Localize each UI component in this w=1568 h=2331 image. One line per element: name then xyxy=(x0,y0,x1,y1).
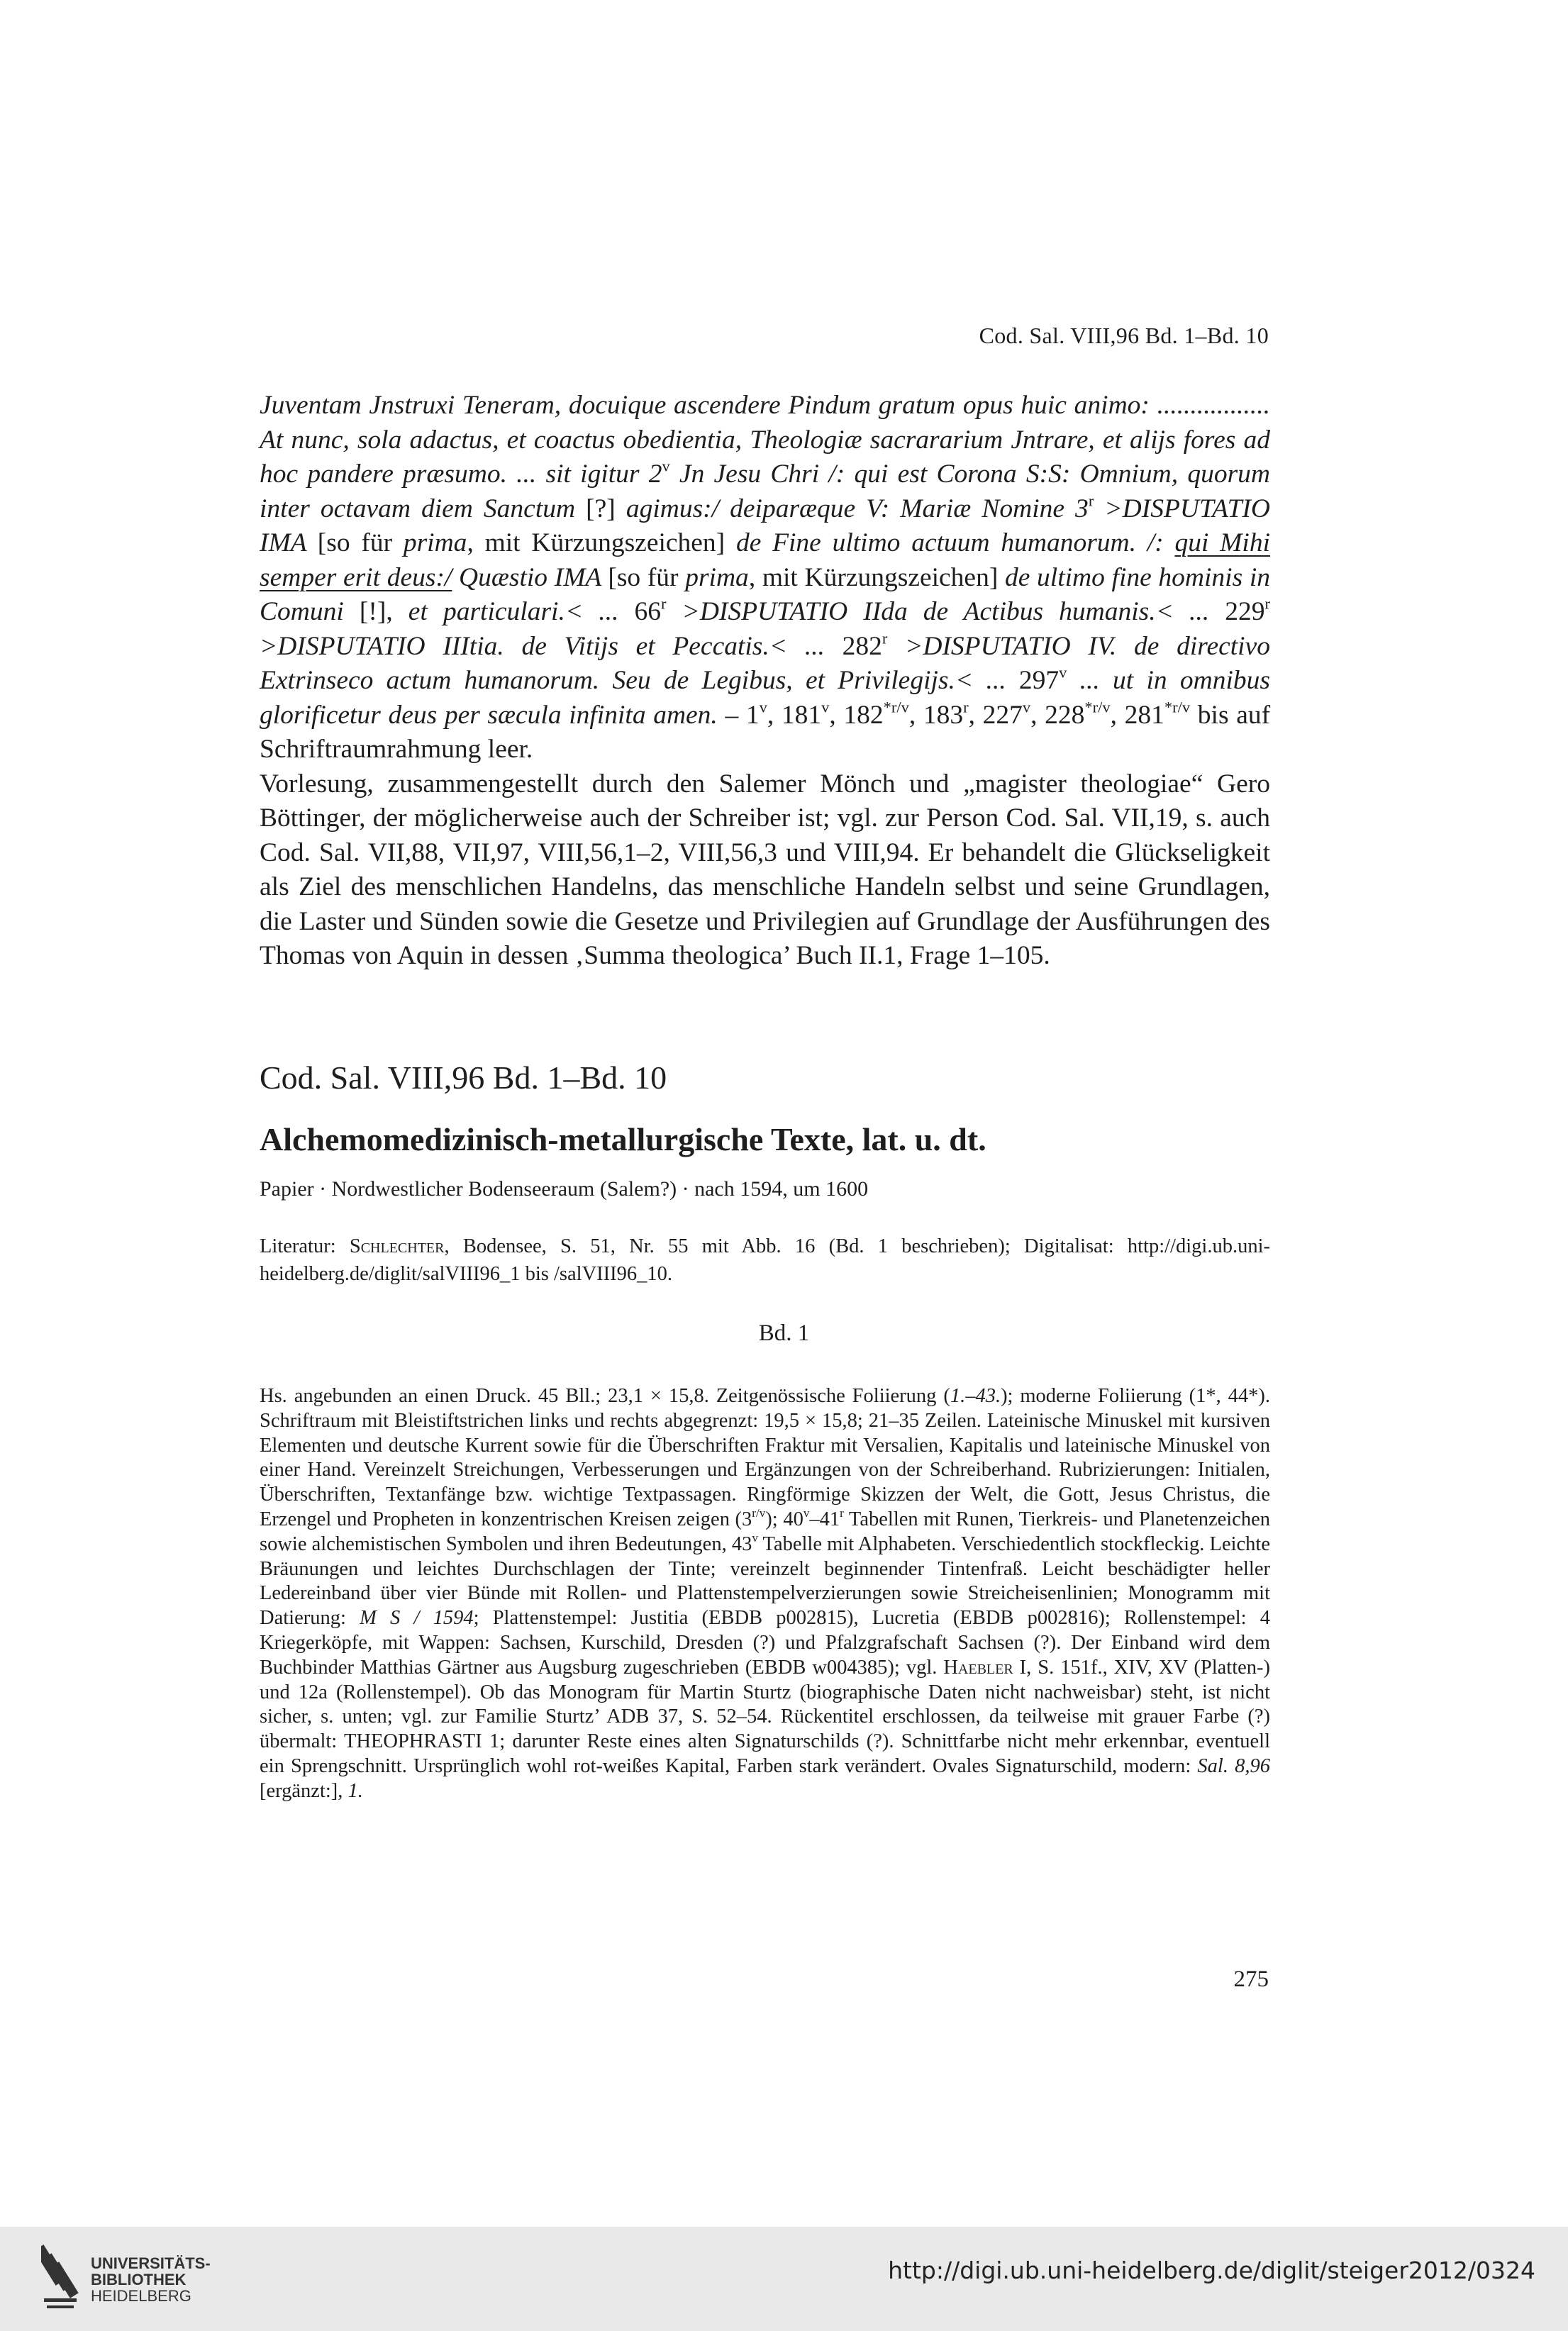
text-segment: [so für xyxy=(317,528,404,557)
text-segment: , mit Kürzungszeichen] xyxy=(467,528,736,557)
text-segment: 282 xyxy=(842,631,882,661)
running-head: Cod. Sal. VIII,96 Bd. 1–Bd. 10 xyxy=(979,323,1269,348)
text-segment: >DISPUTATIO IIda de Actibus humanis.< ... xyxy=(666,597,1225,626)
text-segment: r xyxy=(882,628,888,647)
text-segment: Sal. 8,96 xyxy=(1197,1754,1270,1777)
text-segment: , 181 xyxy=(767,700,822,730)
text-segment: Juventam Jnstruxi Teneram, docuique ascendere Pindum gratum opus huic animo: ................. At nunc, sola adactus, et coactus obedientia, Theologiæ sacrararium Jntrare, et alijs fores ad hoc pandere præsumo. ... sit igitur 2 xyxy=(260,391,1270,489)
text-segment: ); moderne Foliierung (1*, 44*). Schriftraum mit Bleistiftstrichen links und rechts abgegrenzt: 19,5 × 15,8; 21–35 Zeilen. Lateinische Minuskel mit kursiven Elementen und deutsche Kurrent sowie für die Überschriften Fraktur mit Versalien, Kapitalis und lateinische Minuskel von einer Hand. Vereinzelt Streichungen, Verbesserungen und Ergänzungen von der Schreiberhand. Rubrizierungen: Initialen, Überschriften, Textanfänge bzw. wichtige Textpassagen. Ringförmige Skizzen der Welt, die Gott, Jesus Christus, die Erzengel und Propheten in konzentrischen Kreisen zeigen (3 xyxy=(260,1385,1270,1530)
text-segment: >DISPUTATIO IMA xyxy=(260,494,1270,557)
text-segment: , 228 xyxy=(1030,700,1085,730)
text-segment: Haebler xyxy=(943,1656,1013,1679)
text-segment: Schlechter xyxy=(349,1235,445,1257)
text-segment: [ergänzt:], xyxy=(260,1779,348,1802)
text-segment: Jn Jesu Chri /: qui est Corona S:S: Omnium, quorum inter octavam diem Sanctum xyxy=(260,460,1271,523)
text-segment: agimus:/ deiparæque V: Mariæ Nomine 3 xyxy=(625,494,1089,523)
text-segment: [?] xyxy=(586,494,626,523)
text-segment: ; Plattenstempel: Justitia (EBDB p002815), Lucretia (EBDB p002816); Rollenstempel: 4 Kriegerköpfe, mit Wappen: Sachsen, Kurschild, Dresden (?) und Pfalzgrafschaft Sachsen (?). Der Einband wird dem Buchbinder Matthias Gärtner aus Augsburg zugeschrieben (EBDB w004385); vgl. xyxy=(260,1607,1270,1679)
entry-meta: Papier · Nordwestlicher Bodenseeraum (Salem?) · nach 1594, um 1600 xyxy=(260,1177,869,1201)
library-logo-text xyxy=(91,2255,211,2304)
text-segment: et particulari.< ... xyxy=(408,597,635,626)
text-segment: M S / 1594 xyxy=(360,1607,474,1630)
literature-note xyxy=(260,1233,1270,1288)
text-segment: 1.–43. xyxy=(950,1385,1001,1407)
text-segment: v xyxy=(752,1530,758,1545)
incipit-paragraph xyxy=(260,389,1270,767)
text-segment: v xyxy=(803,1506,810,1520)
entry-subtitle: Alchemomedizinisch-metallurgische Texte, lat. u. dt. xyxy=(260,1121,986,1157)
logo-line-1: UNIVERSITÄTS- xyxy=(91,2254,211,2272)
text-segment: I, S. 151f., XIV, XV (Platten-) und 12a (Rollenstempel). Ob das Monogram für Martin Sturtz (biographische Daten nicht nachweisbar) steht, ist nicht sicher, s. unten; vgl. zur Familie Sturtz’ ADB 37, S. 52–54. Rückentitel erschlossen, da teilweise mit grauer Farbe (?) übermalt: THEOPHRASTI 1; darunter Reste eines alten Signaturschilds (?). Schnittfarbe nicht mehr erkennbar, eventuell ein Sprengschnitt. Ursprünglich wohl rot-weißes Kapital, Farben stark verändert. Ovales Signaturschild, modern: xyxy=(260,1656,1270,1777)
text-segment: >DISPUTATIO IIItia. de Vitijs et Peccatis.< ... xyxy=(260,631,843,661)
text-segment: Tabelle mit Alphabeten. Verschiedentlich stockfleckig. Leichte Bräunungen und leichtes Durchschlagen der Tinte; vereinzelt beginnender Tintenfraß. Leicht beschädigter heller Ledereinband über vier Bünde mit Rollen- und Plattenstempelverzierungen sowie Streicheisenlinien; Monogramm mit Datierung: xyxy=(260,1532,1270,1630)
text-segment: prima xyxy=(403,528,467,557)
text-segment: Hs. angebunden an einen Druck. 45 Bll.; 23,1 × 15,8. Zeitgenössische Foliierung ( xyxy=(260,1385,950,1407)
text-segment: v xyxy=(1022,697,1031,716)
text-segment: r xyxy=(660,594,667,613)
text-segment: – 1 xyxy=(717,700,760,730)
text-segment: de Fine ultimo actuum humanorum. /: xyxy=(735,528,1175,557)
page-number: 275 xyxy=(1233,1966,1269,1992)
volume-description xyxy=(260,1384,1270,1804)
text-segment: , mit Kürzungszeichen] xyxy=(748,562,1005,592)
text-segment: , 227 xyxy=(968,700,1023,730)
continuation-text xyxy=(260,389,1270,974)
description-paragraph xyxy=(260,1384,1270,1804)
text-segment: r xyxy=(1088,491,1094,509)
text-segment: >DISPUTATIO IV. de directivo Extrinseco actum humanorum. Seu de Legibus, et Privilegijs.< ... xyxy=(260,631,1270,695)
text-segment: v xyxy=(759,697,767,716)
text-segment: *r/v xyxy=(1164,697,1191,716)
text-segment: Literatur: xyxy=(260,1235,350,1257)
text-segment: r/v xyxy=(752,1506,766,1520)
volume-heading: Bd. 1 xyxy=(758,1320,810,1346)
text-segment: bis auf Schriftraumrahmung leer. xyxy=(260,700,1271,764)
text-segment: [so für xyxy=(608,562,686,592)
source-url-link[interactable]: http://digi.ub.uni-heidelberg.de/diglit/steiger2012/0324 xyxy=(888,2257,1535,2284)
text-segment: ... ut in omnibus glorificetur deus per sæcula infinita amen. xyxy=(260,666,1270,730)
text-segment: , 183 xyxy=(908,700,964,730)
text-segment: *r/v xyxy=(1084,697,1111,716)
commentary-paragraph: Vorlesung, zusammengestellt durch den Salemer Mönch und „magister theologiae“ Gero Böttinger, der möglicherweise auch der Schreiber ist; vgl. zur Person Cod. Sal. VII,19, s. auch Cod. Sal. VII,88, VII,97, VIII,56,1–2, VIII,56,3 und VIII,94. Er behandelt die Glückseligkeit als Ziel des menschlichen Handelns, das menschliche Handeln selbst und seine Grundlagen, die Laster und Sünden sowie die Gesetze und Privilegien auf Grundlage der Ausführungen des Thomas von Aquin in dessen ‚Summa theologica’ Buch II.1, Frage 1–105. xyxy=(260,769,1270,970)
text-segment: v xyxy=(821,697,830,716)
text-segment: Quæstio IMA xyxy=(452,562,608,592)
text-segment: , 182 xyxy=(829,700,884,730)
text-segment: , Bodensee, S. 51, Nr. 55 mit Abb. 16 (Bd. 1 beschrieben); Digitalisat: http://digi.ub.uni-heidelberg.de/diglit/salVIII96_1 bis /salVIII96_10. xyxy=(260,1235,1270,1285)
text-segment: 66 xyxy=(634,597,661,626)
text-segment: de ultimo fine hominis in Comuni xyxy=(260,562,1271,626)
text-segment: –41 xyxy=(809,1508,840,1530)
text-segment: , 281 xyxy=(1110,700,1164,730)
text-segment: Tabellen mit Runen, Tierkreis- und Planetenzeichen sowie alchemistischen Symbolen und ihren Bedeutungen, 43 xyxy=(260,1508,1270,1555)
text-segment: v xyxy=(662,457,670,475)
text-segment: prima xyxy=(685,562,749,592)
text-segment: [!], xyxy=(359,597,408,626)
logo-line-3: HEIDELBERG xyxy=(91,2287,191,2305)
text-segment: r xyxy=(840,1506,844,1520)
text-segment: r xyxy=(1264,594,1271,613)
text-segment: 1. xyxy=(347,1779,363,1802)
logo-line-2: BIBLIOTHEK xyxy=(91,2271,187,2288)
library-logo-icon xyxy=(41,2237,81,2315)
text-segment: ); 40 xyxy=(765,1508,804,1530)
text-segment: 229 xyxy=(1225,597,1265,626)
text-segment: r xyxy=(963,697,969,716)
text-segment: 297 xyxy=(1018,666,1060,695)
text-segment: qui Mihi semper erit deus:/ xyxy=(260,528,1270,592)
entry-title: Cod. Sal. VIII,96 Bd. 1–Bd. 10 xyxy=(260,1059,667,1096)
text-segment: *r/v xyxy=(883,697,909,716)
text-segment: v xyxy=(1059,663,1067,682)
